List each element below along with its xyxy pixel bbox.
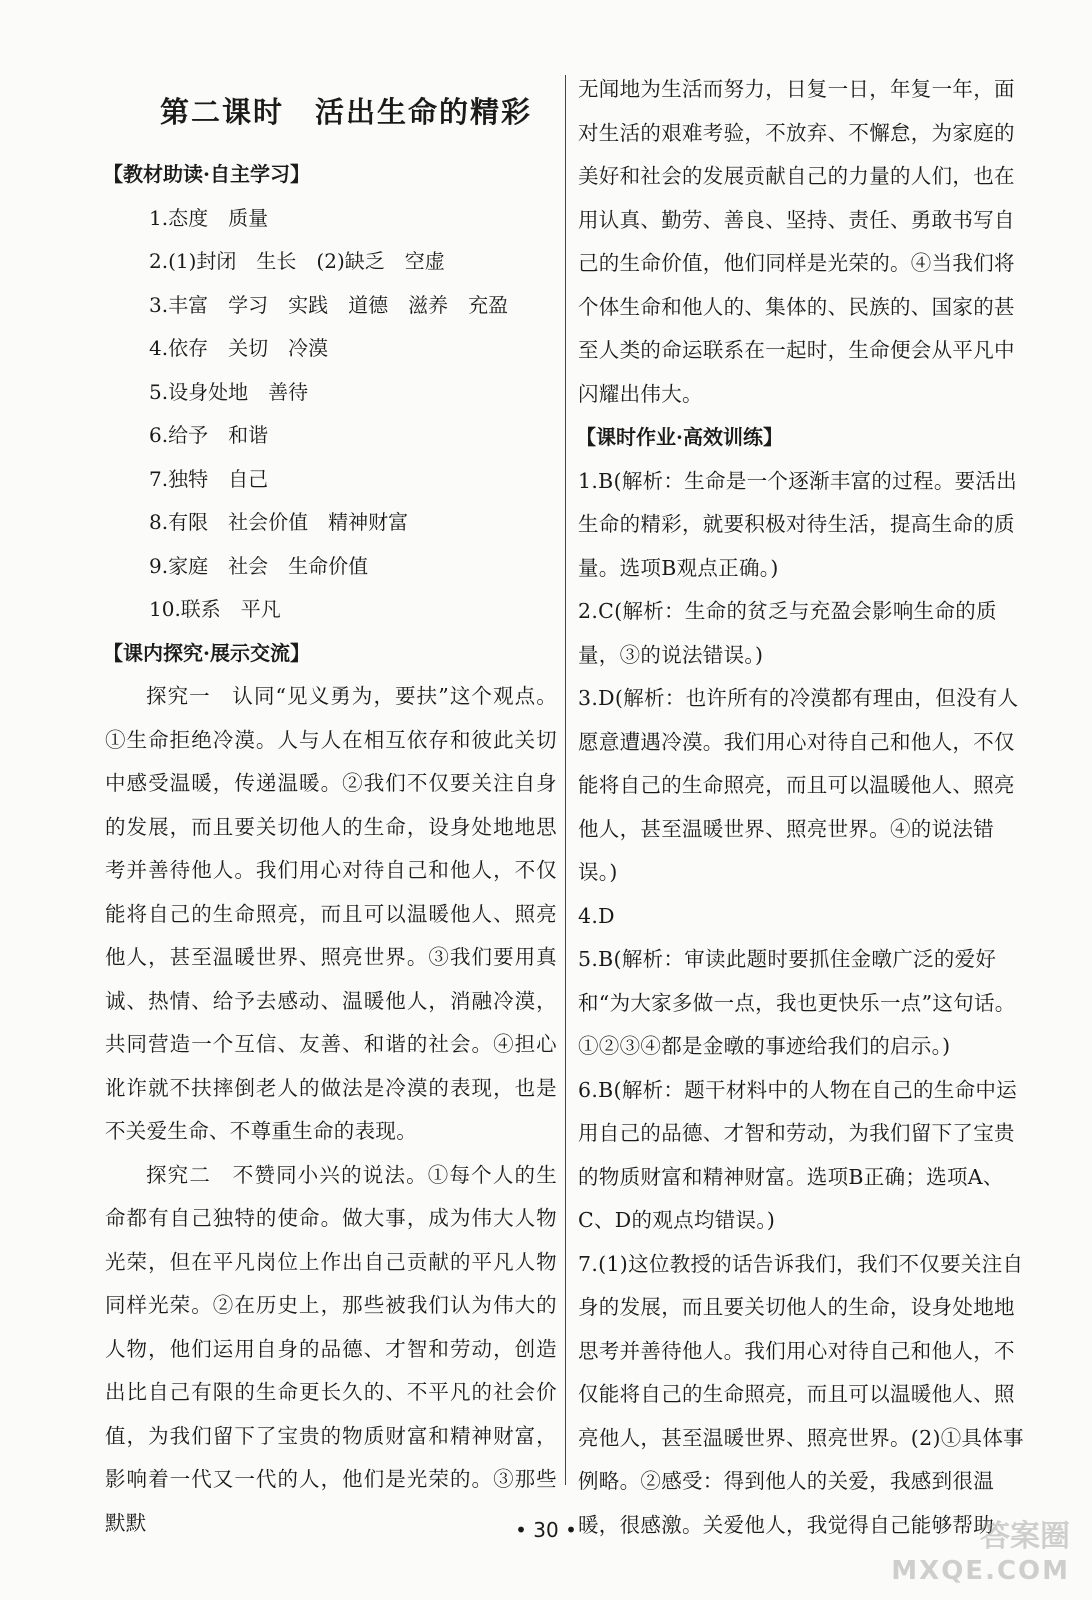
page-number: • 30 • — [515, 1518, 577, 1542]
answer-item: 5.设身处地 善待 — [149, 379, 309, 404]
site-watermark — [880, 1520, 1070, 1590]
explore-paragraph-2: 探究二 不赞同小兴的说法。①每个人的生命都有自己独特的使命。做大事，成为伟大人物光荣，但在平凡岗位上作出自己贡献的平凡人物同样光荣。②在历史上，那些被我们认为伟大的人物，他们运用自身的品德、才智和劳动，创造出比自己有限的生命更长久的、不平凡的社会价值，为我们留下了宝贵的物质财富和精神财富，影响着一代又一代的人，他们是光荣的。③那些默默 — [105, 1162, 557, 1535]
homework-list — [578, 460, 1030, 1548]
answer-item: 7.独特 自己 — [149, 466, 269, 491]
watermark-url: MXQE.COM — [891, 1556, 1070, 1586]
answer-item: 9.家庭 社会 生命价值 — [149, 553, 369, 578]
answer-item: 1.态度 质量 — [149, 205, 269, 230]
answer-list — [105, 197, 557, 632]
answer-item: 4.依存 关切 冷漠 — [149, 336, 329, 360]
answer-item: 3.丰富 学习 实践 道德 滋养 充盈 — [149, 292, 509, 317]
homework-item: 6.B(解析：题干材料中的人物在自己的生命中运用自己的品德、才智和劳动，为我们留下了宝贵的物质财富和精神财富。选项B正确；选项A、C、D的观点均错误。) — [578, 1077, 1018, 1232]
right-column — [578, 70, 1030, 1547]
answer-item: 6.给予 和谐 — [149, 423, 269, 447]
answer-item: 2.(1)封闭 生长 (2)缺乏 空虚 — [149, 249, 445, 273]
homework-item: 4.D — [578, 903, 615, 928]
homework-item: 3.D(解析：也许所有的冷漠都有理由，但没有人愿意遭遇冷漠。我们用心对待自己和他人，不仅能将自己的生命照亮，而且可以温暖他人、照亮他人，甚至温暖世界、照亮世界。④的说法错误。) — [578, 686, 1019, 884]
answer-item: 8.有限 社会价值 精神财富 — [149, 510, 409, 534]
homework-item: 5.B(解析：审读此题时要抓住金暾广泛的爱好和“为大家多做一点，我也更快乐一点”这句话。①②③④都是金暾的事迹给我们的启示。) — [578, 947, 1016, 1058]
answer-item: 10.联系 平凡 — [149, 597, 281, 621]
section-heading-explore: 【课内探究·展示交流】 — [103, 640, 310, 665]
column-divider — [565, 75, 566, 1485]
watermark-text: 答案圈 — [980, 1519, 1070, 1554]
homework-item: 7.(1)这位教授的话告诉我们，我们不仅要关注自身的发展，而且要关切他人的生命，设身处地地思考并善待他人。我们用心对待自己和他人，不仅能将自己的生命照亮，而且可以温暖他人、照亮他人，甚至温暖世界、照亮世界。(2)①具体事例略。②感受：得到他人的关爱，我感到很温暖，很感激。关爱他人，我觉得自己能够帮助 — [578, 1251, 1024, 1537]
homework-item: 1.B(解析：生命是一个逐渐丰富的过程。要活出生命的精彩，就要积极对待生活，提高生命的质量。选项B观点正确。) — [578, 468, 1018, 580]
explore-paragraph-2-continued: 无闻地为生活而努力，日复一日，年复一年，面对生活的艰难考验，不放弃、不懈怠，为家庭的美好和社会的发展贡献自己的力量的人们，也在用认真、勤劳、善良、坚持、责任、勇敢书写自己的生命价值，他们同样是光荣的。④当我们将个体生命和他人的、集体的、民族的、国家的甚至人类的命运联系在一起时，生命便会从平凡中闪耀出伟大。 — [578, 77, 1015, 406]
page-title: 第二课时 活出生命的精彩 — [159, 95, 532, 129]
section-heading-homework: 【课时作业·高效训练】 — [576, 425, 783, 449]
homework-item: 2.C(解析：生命的贫乏与充盈会影响生命的质量，③的说法错误。) — [578, 599, 997, 667]
section-heading-self-study: 【教材助读·自主学习】 — [103, 162, 310, 186]
explore-paragraph-1: 探究一 认同“见义勇为，要扶”这个观点。①生命拒绝冷漠。人与人在相互依存和彼此关切中感受温暖，传递温暖。②我们不仅要关注自身的发展，而且要关切他人的生命，设身处地地思考并善待他人。我们用心对待自己和他人，不仅能将自己的生命照亮，而且可以温暖他人、照亮他人，甚至温暖世界、照亮世界。③我们要用真诚、热情、给予去感动、温暖他人，消融冷漠，共同营造一个互信、友善、和谐的社会。④担心讹诈就不扶摔倒老人的做法是冷漠的表现，也是不关爱生命、不尊重生命的表现。 — [105, 684, 557, 1143]
left-column — [105, 70, 557, 1545]
